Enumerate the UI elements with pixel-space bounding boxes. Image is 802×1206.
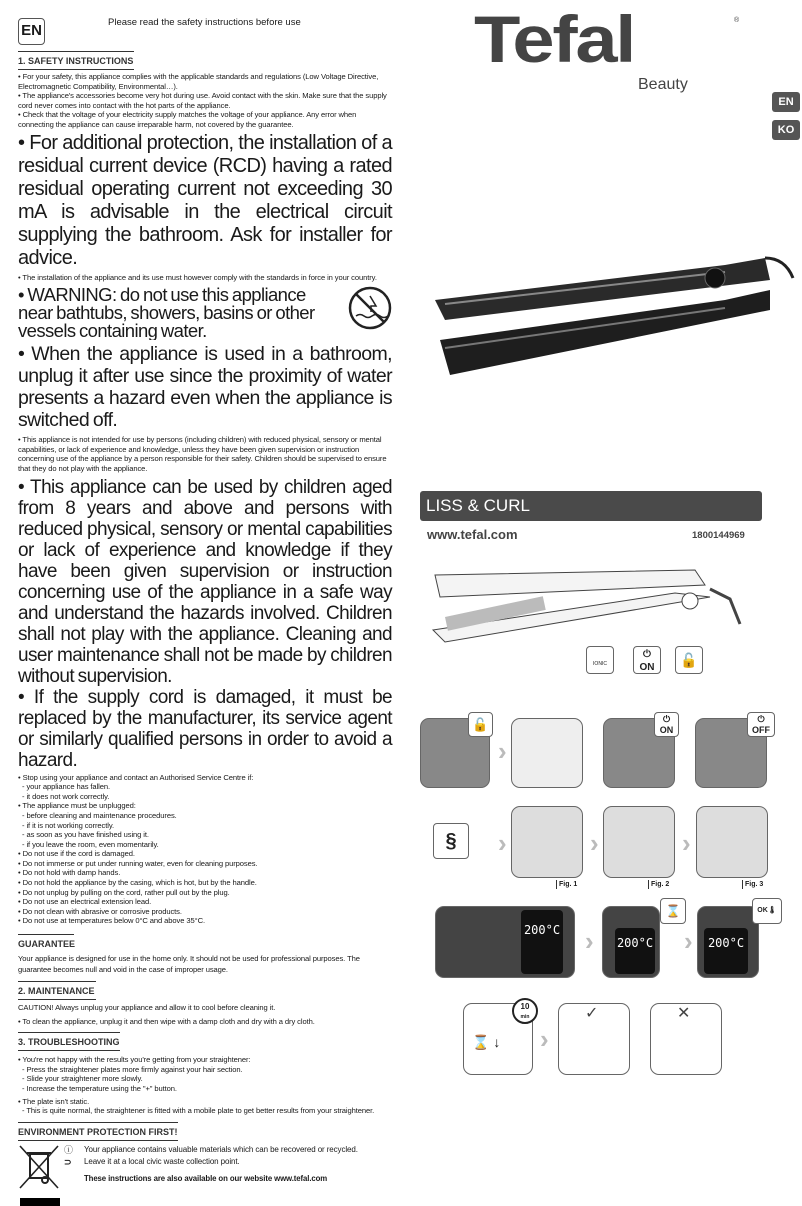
list-item: • Do not use at temperatures below 0°C and above 35°C. xyxy=(18,916,205,926)
environment-text-2: Leave it at a local civic waste collection point. xyxy=(84,1156,240,1166)
list-item: - Slide your straightener more slowly. xyxy=(18,1074,143,1084)
temp-display-blinking: 200°C xyxy=(615,928,655,974)
divider xyxy=(18,934,74,935)
persons-text: • This appliance is not intended for use by persons (including children) with reduced physical, sensory or mental capabilities, or lack of experience and knowledge, unless they have been given supervision or instruction concerning use of the appliance by a person responsible for their safety. Children should be supervised to ensure that they do not play with the appliance. xyxy=(18,435,387,473)
timer-icon xyxy=(512,998,538,1024)
safety-intro xyxy=(18,72,392,130)
lang-badge-ko: KO xyxy=(772,120,800,140)
tefal-logo: Tefal xyxy=(474,2,635,76)
registered-mark: ® xyxy=(734,17,740,24)
website-text: These instructions are also available on our website www.tefal.com xyxy=(84,1173,328,1183)
list-item: • Stop using your appliance and contact an Authorised Service Centre if: xyxy=(18,772,254,782)
brand-sub: Beauty xyxy=(638,76,688,93)
divider xyxy=(18,69,134,70)
chevron-right-icon: › xyxy=(585,926,594,956)
intro-text: Please read the safety instructions before use xyxy=(108,17,301,28)
environment-text-1: Your appliance contains valuable materials which can be recovered or recycled. xyxy=(84,1144,358,1154)
environment-texts xyxy=(84,1144,392,1190)
cord-text: • If the supply cord is damaged, it must be replaced by the manufacturer, its service agent or similarly qualified persons in order to avoid a hazard. xyxy=(18,686,392,771)
website-link[interactable]: www.tefal.com xyxy=(427,527,518,542)
power-on-icon: ⏻ ON xyxy=(654,712,679,737)
section-title-environment: ENVIRONMENT PROTECTION FIRST! xyxy=(18,1126,178,1137)
troubleshooting-list-2 xyxy=(18,1097,392,1116)
product-name-bar: LISS & CURL xyxy=(420,491,762,521)
unlock-icon: 🔓 xyxy=(468,712,493,737)
list-item: - your appliance has fallen. xyxy=(18,782,110,792)
section-title-guarantee: GUARANTEE xyxy=(18,939,76,950)
text: • For your safety, this appliance complies with the applicable standards and regulations (Low Voltage Directive, Electromagnetic Compatibility, Environmental…). xyxy=(18,72,379,91)
safety-list xyxy=(18,773,392,927)
left-column xyxy=(18,51,392,1206)
list-item: - as soon as you have finished using it. xyxy=(18,830,149,840)
chevron-right-icon: › xyxy=(590,828,599,858)
section-title-safety: 1. SAFETY INSTRUCTIONS xyxy=(18,56,134,66)
chevron-right-icon: › xyxy=(540,1024,549,1054)
timer-unit: min xyxy=(520,1014,530,1020)
unlock-icon: 🔓 xyxy=(675,646,703,674)
check-icon: ✓ xyxy=(585,1005,599,1022)
fig-label: Fig. 1 xyxy=(556,880,577,889)
temp-display-ready: 200°C xyxy=(704,928,748,974)
list-item: • Do not use if the cord is damaged. xyxy=(18,849,135,859)
fig1-image xyxy=(511,806,583,878)
no-water-icon xyxy=(348,286,392,330)
warning-text: • WARNING: do not use this appliance near bathtubs, showers, basins or other vessels containing water. xyxy=(18,286,315,341)
guarantee-text: Your appliance is designed for use in the home only. It should not be used for professional purposes. The guarantee becomes null and void in the case of improper usage. xyxy=(18,954,360,975)
list-item: - Increase the temperature using the "+" button. xyxy=(18,1084,177,1093)
list-item: • The plate isn't static. xyxy=(18,1096,90,1106)
curl-icon: § xyxy=(433,823,469,859)
product-photo xyxy=(425,240,795,380)
list-item: • Do not hold with damp hands. xyxy=(18,868,121,878)
divider xyxy=(18,1122,178,1123)
temp-display: 200°C xyxy=(521,910,563,974)
ionic-icon: IONIC xyxy=(586,646,614,674)
on-label: ON xyxy=(639,662,655,673)
ok-label: OK xyxy=(757,907,768,914)
ready-ok-icon: OK🌡 xyxy=(752,898,782,924)
recycle-icon: ⊃ xyxy=(64,1156,72,1167)
warning-block xyxy=(18,286,392,340)
heating-timer-icon: ⌛ xyxy=(660,898,686,924)
divider xyxy=(18,51,134,52)
fig-label: Fig. 2 xyxy=(648,880,669,889)
section-title-troubleshooting: 3. TROUBLESHOOTING xyxy=(18,1037,120,1048)
fig-label: Fig. 3 xyxy=(742,880,763,889)
list-item: • You're not happy with the results you're getting from your straightener: xyxy=(18,1055,251,1065)
fig2-image xyxy=(603,806,675,878)
crossed-bin-icon xyxy=(18,1144,60,1190)
chevron-right-icon: › xyxy=(684,926,693,956)
cooldown-icon: ⌛ ↓ xyxy=(472,1034,501,1050)
language-badge: EN xyxy=(18,18,45,45)
cross-icon: ✕ xyxy=(677,1005,691,1022)
chevron-right-icon: › xyxy=(498,828,507,858)
list-item: • Do not hold the appliance by the casing, which is hot, but by the handle. xyxy=(18,878,257,888)
list-item: - before cleaning and maintenance procedures. xyxy=(18,810,177,820)
list-item: - if you leave the room, even momentarily. xyxy=(18,839,159,849)
list-item: - This is quite normal, the straightener is fitted with a mobile plate to get better results from your straightener. xyxy=(18,1106,375,1116)
power-off-icon: ⏻ OFF xyxy=(747,712,775,737)
divider xyxy=(18,981,96,982)
section-title-maintenance: 2. MAINTENANCE xyxy=(18,986,95,997)
clean-text: • To clean the appliance, unplug it and then wipe with a damp cloth and dry with a dry cloth. xyxy=(18,1016,315,1026)
list-item: • Do not use an electrical extension lead. xyxy=(18,897,152,907)
power-on-icon: ⏻ ON xyxy=(633,646,661,674)
env-icons xyxy=(64,1144,80,1190)
straightener-diagram xyxy=(425,565,765,643)
list-item: - it does not work correctly. xyxy=(18,791,110,801)
divider xyxy=(18,1032,120,1033)
lang-badge-en: EN xyxy=(772,92,800,112)
list-item: - Press the straightener plates more firmly against your hair section. xyxy=(18,1064,243,1074)
list-item: - if it is not working correctly. xyxy=(18,820,114,830)
divider xyxy=(18,1050,120,1051)
bathroom-text: • When the appliance is used in a bathroom, unplug it after use since the proximity of water presents a hazard even when the appliance is switched off. xyxy=(18,343,392,432)
install-text: • The installation of the appliance and its use must however comply with the standards in force in your country. xyxy=(18,272,377,282)
children-text: • This appliance can be used by children aged from 8 years and above and persons with reduced physical, sensory or mental capabilities or lack of experience and knowledge if they have been given supervision or instruction concerning use of the appliance in a safe way and understand the hazards involved. Children shall not play with the appliance. Cleaning and user maintenance shall not be made by children without supervision. xyxy=(18,476,392,687)
divider xyxy=(18,999,96,1000)
black-bar xyxy=(20,1198,60,1206)
chevron-right-icon: › xyxy=(498,736,507,766)
text: • The appliance's accessories become very hot during use. Avoid contact with the skin. Make sure that the supply cord never comes into contact with the hot parts of the appliance. xyxy=(18,91,387,110)
info-icon: ⓘ xyxy=(64,1144,74,1155)
list-item: • Do not unplug by pulling on the cord, rather pull out by the plug. xyxy=(18,887,230,897)
troubleshooting-list xyxy=(18,1055,392,1093)
chevron-right-icon: › xyxy=(682,828,691,858)
on-label: ON xyxy=(659,725,674,735)
step-plug-image xyxy=(511,718,583,788)
timer-value: 10 xyxy=(520,1002,530,1011)
rcd-text: • For additional protection, the installation of a residual current device (RCD) having a rated residual operating current not exceeding 30 mA is advisable in the electrical circuit supplying the bathroom. Ask for installer for advice. xyxy=(18,131,392,269)
caution-text: CAUTION! Always unplug your appliance and allow it to cool before cleaning it. xyxy=(18,1003,276,1013)
list-item: • Do not immerse or put under running water, even for cleaning purposes. xyxy=(18,858,258,868)
divider xyxy=(18,1140,178,1141)
list-item: • The appliance must be unplugged: xyxy=(18,801,136,811)
off-label: OFF xyxy=(752,725,770,735)
product-code: 1800144969 xyxy=(692,530,745,541)
fig3-image xyxy=(696,806,768,878)
list-item: • Do not clean with abrasive or corrosive products. xyxy=(18,906,182,916)
environment-block xyxy=(18,1144,392,1190)
text: • Check that the voltage of your electricity supply matches the voltage of your appliance. Any error when connecting the appliance can cause irreparable harm, not covered by the guarantee. xyxy=(18,110,357,129)
